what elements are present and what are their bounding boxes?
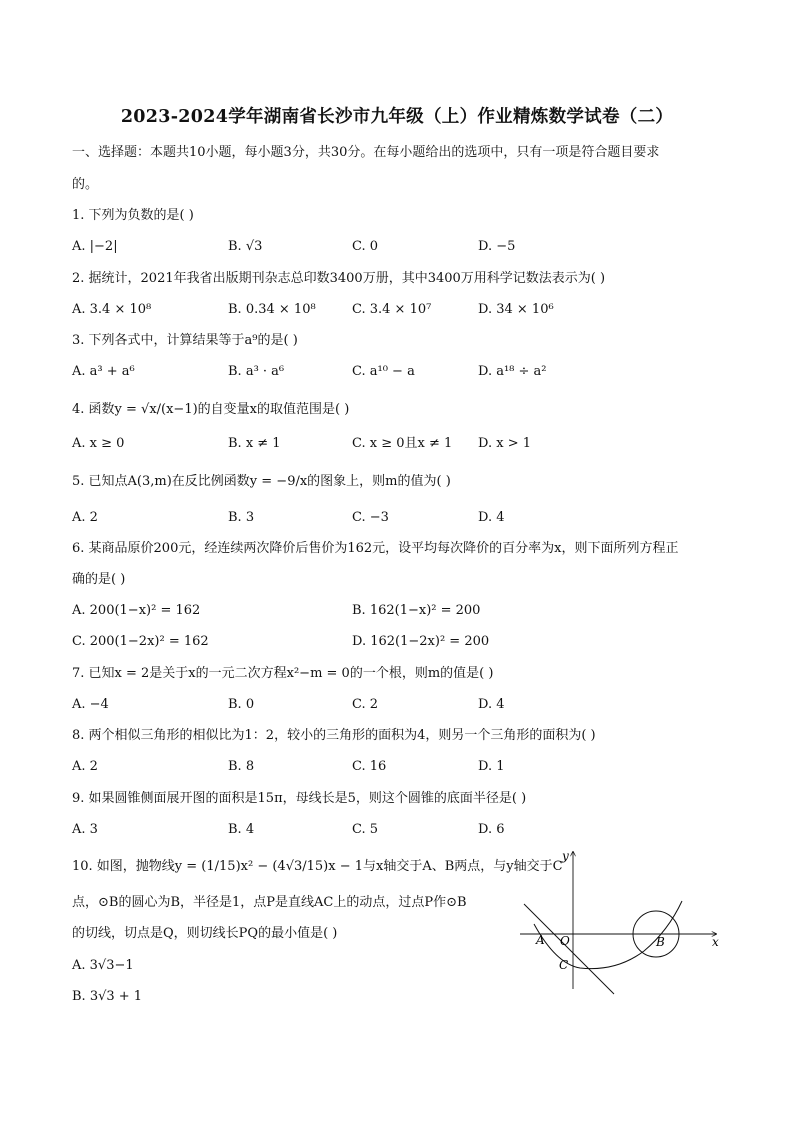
question-5-option-d: D. 4 xyxy=(478,510,505,525)
question-8-option-b: B. 8 xyxy=(228,759,255,774)
point-a-label: A xyxy=(536,933,545,947)
point-b-label: B xyxy=(656,935,665,949)
question-6-option-d: D. 162(1−2x)² = 200 xyxy=(352,634,490,649)
question-6-option-a: A. 200(1−x)² = 162 xyxy=(72,603,201,618)
question-8-stem: 8. 两个相似三角形的相似比为1：2，较小的三角形的面积为4，则另一个三角形的面积为( ) xyxy=(72,728,596,743)
origin-label: O xyxy=(560,934,570,948)
question-9-option-d: D. 6 xyxy=(478,822,505,837)
question-2-option-d: D. 34 × 10⁶ xyxy=(478,302,554,317)
line-ac xyxy=(524,904,614,994)
question-9-option-b: B. 4 xyxy=(228,822,255,837)
question-3-option-c: C. a¹⁰ − a xyxy=(352,364,415,379)
question-10-option-a: A. 3√3−1 xyxy=(72,958,134,973)
question-3-option-d: D. a¹⁸ ÷ a² xyxy=(478,364,547,379)
question-3-stem: 3. 下列各式中，计算结果等于a⁹的是( ) xyxy=(72,333,298,348)
question-6-option-c: C. 200(1−2x)² = 162 xyxy=(72,634,209,649)
question-2-option-a: A. 3.4 × 10⁸ xyxy=(72,302,152,317)
question-2-option-c: C. 3.4 × 10⁷ xyxy=(352,302,432,317)
point-c-label: C xyxy=(559,958,569,972)
question-10-stem-line3: 的切线，切点是Q，则切线长PQ的最小值是( ) xyxy=(72,926,338,941)
question-4-option-c: C. x ≥ 0且x ≠ 1 xyxy=(352,436,453,451)
question-7-option-c: C. 2 xyxy=(352,697,379,712)
question-6-stem-line2: 确的是( ) xyxy=(72,572,126,587)
question-7-option-d: D. 4 xyxy=(478,697,505,712)
question-5-option-c: C. −3 xyxy=(352,510,389,525)
page-title: 2023-2024学年湖南省长沙市九年级（上）作业精炼数学试卷（二） xyxy=(120,107,674,127)
question-10-figure xyxy=(516,846,726,996)
question-7-option-b: B. 0 xyxy=(228,697,255,712)
question-4-option-a: A. x ≥ 0 xyxy=(72,436,125,451)
question-7-option-a: A. −4 xyxy=(72,697,109,712)
question-9-stem: 9. 如果圆锥侧面展开图的面积是15π，母线长是5，则这个圆锥的底面半径是( ) xyxy=(72,791,527,806)
question-4-stem: 4. 函数y = √x/(x−1)的自变量x的取值范围是( ) xyxy=(72,402,350,417)
question-10-option-b: B. 3√3 + 1 xyxy=(72,989,143,1004)
question-4-option-d: D. x > 1 xyxy=(478,436,531,451)
question-9-option-a: A. 3 xyxy=(72,822,98,837)
question-2-option-b: B. 0.34 × 10⁸ xyxy=(228,302,316,317)
question-4-option-b: B. x ≠ 1 xyxy=(228,436,281,451)
question-8-option-d: D. 1 xyxy=(478,759,505,774)
question-10-stem-line1: 10. 如图，抛物线y = (1/15)x² − (4√3/15)x − 1与x轴交于A、B两点，与y轴交于C xyxy=(72,859,563,874)
question-5-stem: 5. 已知点A(3,m)在反比例函数y = −9/x的图象上，则m的值为( ) xyxy=(72,474,451,489)
question-5-option-a: A. 2 xyxy=(72,510,98,525)
question-3-option-b: B. a³ · a⁶ xyxy=(228,364,285,379)
question-6-option-b: B. 162(1−x)² = 200 xyxy=(352,603,481,618)
question-3-option-a: A. a³ + a⁶ xyxy=(72,364,135,379)
question-6-stem-line1: 6. 某商品原价200元，经连续两次降价后售价为162元，设平均每次降价的百分率为x，则下面所列方程正 xyxy=(72,541,679,556)
question-2-stem: 2. 据统计，2021年我省出版期刊杂志总印数3400万册，其中3400万用科学记数法表示为( ) xyxy=(72,271,606,286)
question-8-option-c: C. 16 xyxy=(352,759,387,774)
question-8-option-a: A. 2 xyxy=(72,759,98,774)
x-axis-label: x xyxy=(712,935,719,949)
question-1-stem: 1. 下列为负数的是( ) xyxy=(72,208,194,223)
section-instructions-line1: 一、选择题：本题共10小题，每小题3分，共30分。在每小题给出的选项中，只有一项是符合题目要求 xyxy=(72,145,660,160)
question-7-stem: 7. 已知x = 2是关于x的一元二次方程x²−m = 0的一个根，则m的值是( ) xyxy=(72,666,494,681)
question-9-option-c: C. 5 xyxy=(352,822,379,837)
question-5-option-b: B. 3 xyxy=(228,510,255,525)
question-1-option-c: C. 0 xyxy=(352,239,379,254)
question-10-stem-line2: 点，⊙B的圆心为B，半径是1，点P是直线AC上的动点，过点P作⊙B xyxy=(72,895,467,910)
question-1-option-d: D. −5 xyxy=(478,239,516,254)
question-1-option-a: A. |−2| xyxy=(72,239,118,254)
section-instructions-line2: 的。 xyxy=(72,177,99,192)
question-1-option-b: B. √3 xyxy=(228,239,263,254)
y-axis-label: y xyxy=(562,849,569,863)
